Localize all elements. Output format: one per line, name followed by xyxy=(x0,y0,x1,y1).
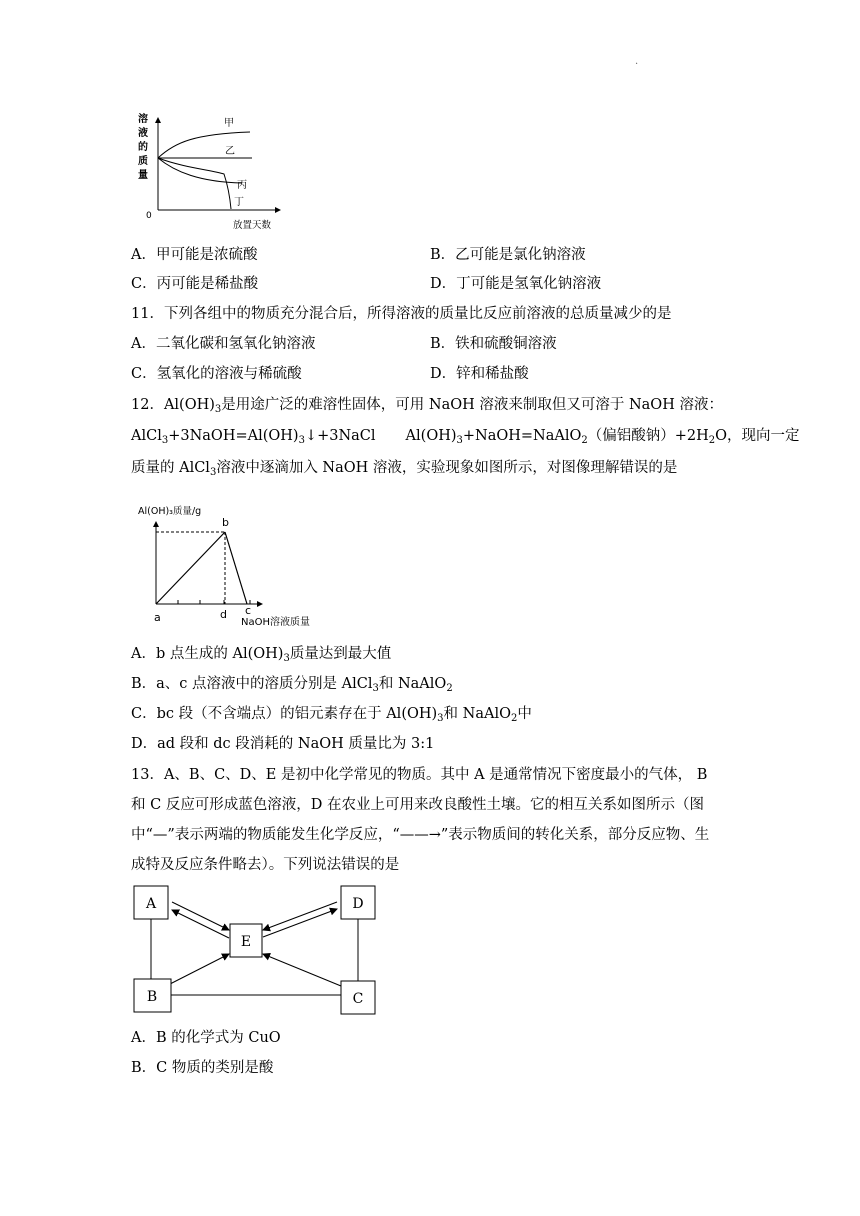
arrow-d-to-e xyxy=(263,902,337,930)
q10-ylabel xyxy=(138,112,148,181)
q10-option-a: A．甲可能是浓硫酸 xyxy=(131,247,258,263)
q11-option-b: B．铁和硫酸铜溶液 xyxy=(430,336,557,352)
node-c xyxy=(341,981,375,1014)
q11-option-d: D．锌和稀盐酸 xyxy=(430,366,529,382)
header-mark: . xyxy=(635,56,639,67)
node-d xyxy=(341,886,375,919)
arrow-e-to-a xyxy=(172,910,229,938)
svg-text:量: 量 xyxy=(138,170,148,181)
arrow-b-to-e xyxy=(170,954,229,984)
fall-line-bc xyxy=(225,532,247,604)
q11-stem: 11．下列各组中的物质充分混合后，所得溶液的质量比反应前溶液的总质量减少的是 xyxy=(131,306,672,322)
label-bing: 丙 xyxy=(237,180,247,191)
q13-stem-line-4: 成特及反应条件略去）。下列说法错误的是 xyxy=(131,857,400,873)
q12-stem-line-3: 质量的 AlCl$_3$溶液中逐滴加入 NaOH 溶液，实验现象如图所示，对图像理解错误的是 xyxy=(131,460,678,478)
label-ding: 丁 xyxy=(234,197,244,208)
label-jia: 甲 xyxy=(224,118,234,129)
svg-text:溶: 溶 xyxy=(138,114,148,125)
svg-text:质: 质 xyxy=(138,156,148,167)
q12-equations xyxy=(131,426,800,446)
node-e xyxy=(230,924,262,957)
svg-text:B: B xyxy=(146,989,158,1005)
curve-jia xyxy=(158,132,250,158)
point-d: d xyxy=(220,608,227,621)
q12-option-c: C．bc 段（不含端点）的铝元素存在于 $Al(OH)_3$和 NaAlO$_2$中 xyxy=(131,706,532,724)
svg-text:C: C xyxy=(352,991,364,1007)
equation-1: $AlCl_3+3NaOH=Al(OH)_3↓+3NaCl$ xyxy=(131,428,376,446)
q13-option-b: B．C 物质的类别是酸 xyxy=(131,1060,274,1076)
rise-line-ab xyxy=(156,532,225,604)
q10-option-d: D．丁可能是氢氧化钠溶液 xyxy=(430,276,602,292)
q11-option-a: A．二氧化碳和氢氧化钠溶液 xyxy=(131,336,316,352)
arrow-e-to-d xyxy=(263,909,337,937)
arrow-a-to-e xyxy=(172,902,229,930)
point-a: a xyxy=(154,611,161,624)
q13-relation-diagram xyxy=(130,880,390,1020)
q13-stem-line-1: 13．A、B、C、D、E 是初中化学常见的物质。其中 A 是通常情况下密度最小的气体， B xyxy=(131,767,708,783)
q12-option-a: A．b 点生成的 $Al(OH)_3$质量达到最大值 xyxy=(131,646,392,664)
q10-mass-graph xyxy=(130,110,300,232)
q13-stem-line-3: 中“—”表示两端的物质能发生化学反应，“——→”表示物质间的转化关系，部分反应物、生 xyxy=(131,827,710,843)
arrow-c-to-e xyxy=(263,954,341,986)
q10-option-c: C．丙可能是稀盐酸 xyxy=(131,276,259,292)
point-c: c xyxy=(245,604,252,617)
q10-origin: 0 xyxy=(146,211,152,221)
q13-option-a: A．B 的化学式为 CuO xyxy=(131,1030,281,1046)
point-b: b xyxy=(222,516,229,529)
label-yi: 乙 xyxy=(225,146,235,157)
equation-2: $Al(OH)_3+NaOH=NaAlO_2$（偏铝酸钠）$+2H_2O$，现向一定 xyxy=(405,428,800,446)
svg-text:D: D xyxy=(352,896,364,912)
q12-option-d: D．ad 段和 dc 段消耗的 NaOH 质量比为 3:1 xyxy=(131,736,435,752)
q12-ylabel: Al(OH)₃质量/g xyxy=(138,506,202,517)
q10-option-b: B．乙可能是氯化钠溶液 xyxy=(430,247,586,263)
q11-option-c: C．氢氧化的溶液与稀硫酸 xyxy=(131,366,302,382)
q12-option-b: B．a、c 点溶液中的溶质分别是 AlCl$_3$和 NaAlO$_2$ xyxy=(131,676,453,694)
q12-precipitate-graph xyxy=(130,498,330,633)
svg-text:E: E xyxy=(240,934,252,950)
node-b xyxy=(134,979,171,1012)
q12-stem-line-1: 12．$Al(OH)_3$是用途广泛的难溶性固体，可用 NaOH 溶液来制取但又可溶于 NaOH 溶液： xyxy=(131,397,723,415)
q13-stem-line-2: 和 C 反应可形成蓝色溶液，D 在农业上可用来改良酸性土壤。它的相互关系如图所示（图 xyxy=(131,797,705,813)
q10-xlabel: 放置天数 xyxy=(233,220,272,231)
node-a xyxy=(134,886,168,919)
q12-xlabel: NaOH溶液质量 xyxy=(241,617,310,628)
svg-text:A: A xyxy=(145,896,157,912)
svg-text:的: 的 xyxy=(138,142,148,153)
svg-text:液: 液 xyxy=(138,128,148,139)
